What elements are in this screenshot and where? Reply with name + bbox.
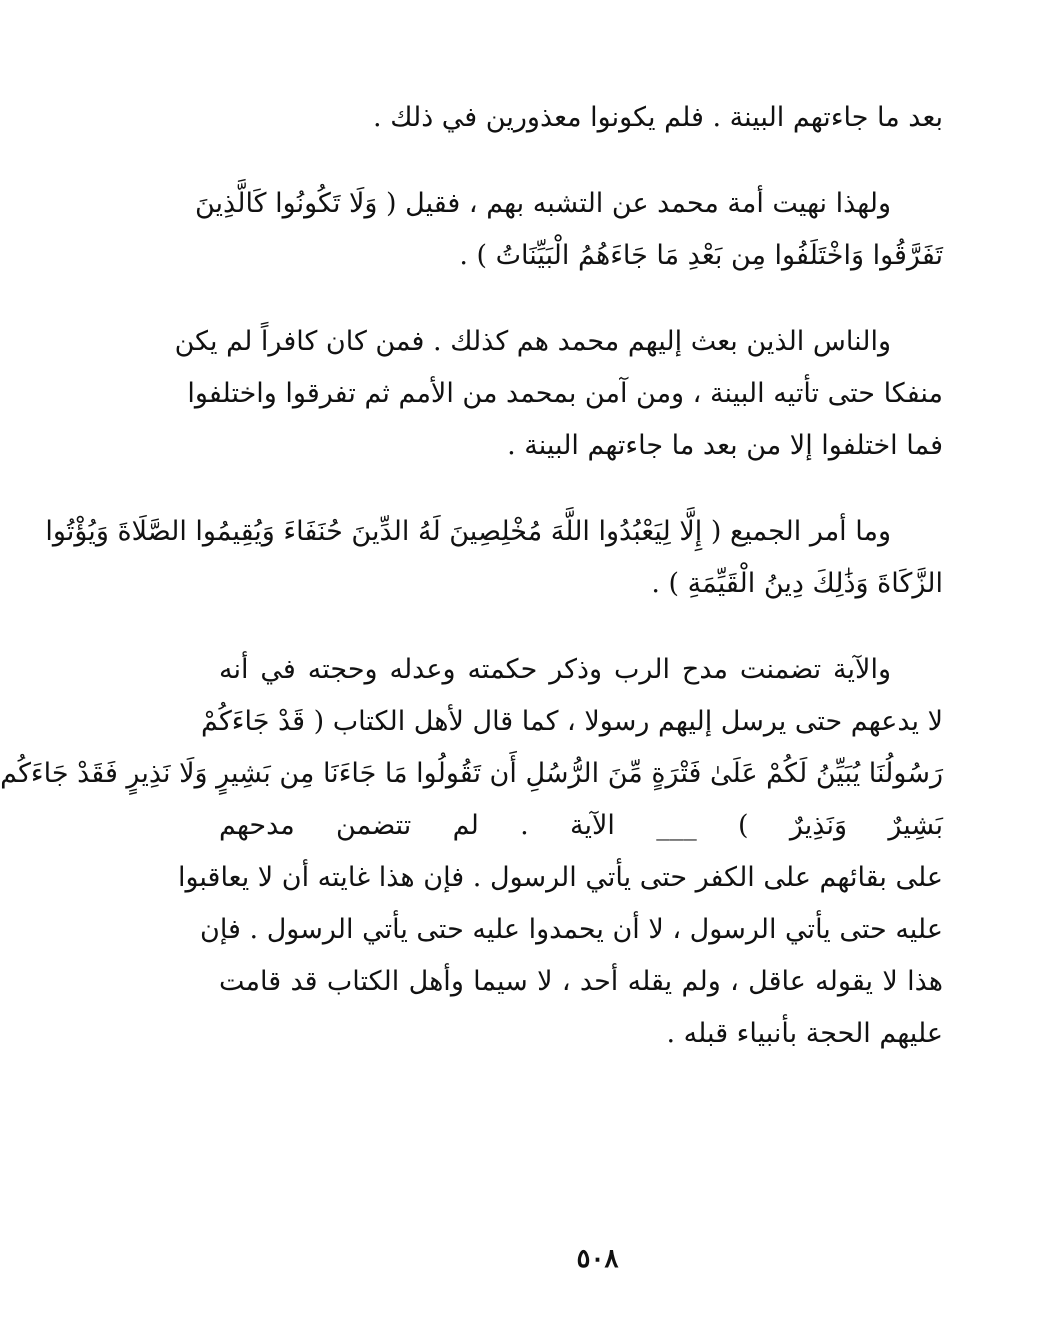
paragraph-gap bbox=[219, 610, 943, 644]
paragraph-1 bbox=[219, 92, 943, 144]
text-line: الزَّكَاةَ وَذَٰلِكَ دِينُ الْقَيِّمَةِ ) . bbox=[651, 568, 943, 599]
paragraph-gap bbox=[219, 144, 943, 178]
text-line: منفكا حتى تأتيه البينة ، ومن آمن بمحمد من الأمم ثم تفرقوا واختلفوا bbox=[187, 378, 943, 409]
page-number: ٥٠٨ bbox=[576, 1244, 619, 1274]
text-line: رَسُولُنَا يُبَيِّنُ لَكُمْ عَلَىٰ فَتْرَةٍ مِّنَ الرُّسُلِ أَن تَقُولُوا مَا جَاءَنَا مِن بَشِيرٍ وَلَا نَذِيرٍ فَقَدْ جَاءَكُم bbox=[0, 758, 943, 789]
text-line: بَشِيرٌ وَنَذِيرٌ ) ___ الآية . لم تتضمن مدحهم bbox=[219, 810, 943, 841]
text-line: عليهم الحجة بأنبياء قبله . bbox=[666, 1018, 943, 1049]
text-line: فما اختلفوا إلا من بعد ما جاءتهم البينة . bbox=[507, 430, 943, 461]
text-line: تَفَرَّقُوا وَاخْتَلَفُوا مِن بَعْدِ مَا جَاءَهُمُ الْبَيِّنَاتُ ) . bbox=[459, 240, 943, 271]
text-line: لا يدعهم حتى يرسل إليهم رسولا ، كما قال لأهل الكتاب ( قَدْ جَاءَكُمْ bbox=[200, 706, 943, 737]
text-line: على بقائهم على الكفر حتى يأتي الرسول . فإن هذا غايته أن لا يعاقبوا bbox=[177, 862, 943, 893]
text-line: ولهذا نهيت أمة محمد عن التشبه بهم ، فقيل ( وَلَا تَكُونُوا كَالَّذِينَ bbox=[194, 188, 891, 219]
text-line: عليه حتى يأتي الرسول ، لا أن يحمدوا عليه حتى يأتي الرسول . فإن bbox=[199, 914, 943, 945]
paragraph-gap bbox=[219, 472, 943, 506]
text-line: والآية تضمنت مدح الرب وذكر حكمته وعدله وحجته في أنه bbox=[219, 654, 891, 685]
paragraph-5 bbox=[0, 644, 943, 1060]
text-line: هذا لا يقوله عاقل ، ولم يقله أحد ، لا سيما وأهل الكتاب قد قامت bbox=[219, 966, 943, 997]
text-line: وما أمر الجميع ( إِلَّا لِيَعْبُدُوا اللَّهَ مُخْلِصِينَ لَهُ الدِّينَ حُنَفَاءَ وَيُقِيمُوا الصَّلَاةَ وَيُؤْتُوا bbox=[45, 516, 891, 547]
paragraph-4 bbox=[45, 506, 943, 610]
page-body bbox=[0, 92, 943, 1060]
text-line: بعد ما جاءتهم البينة . فلم يكونوا معذورين في ذلك . bbox=[373, 102, 943, 133]
paragraph-gap bbox=[219, 282, 943, 316]
paragraph-3 bbox=[174, 316, 943, 472]
paragraph-2 bbox=[194, 178, 943, 282]
text-line: والناس الذين بعث إليهم محمد هم كذلك . فمن كان كافراً لم يكن bbox=[174, 326, 891, 357]
